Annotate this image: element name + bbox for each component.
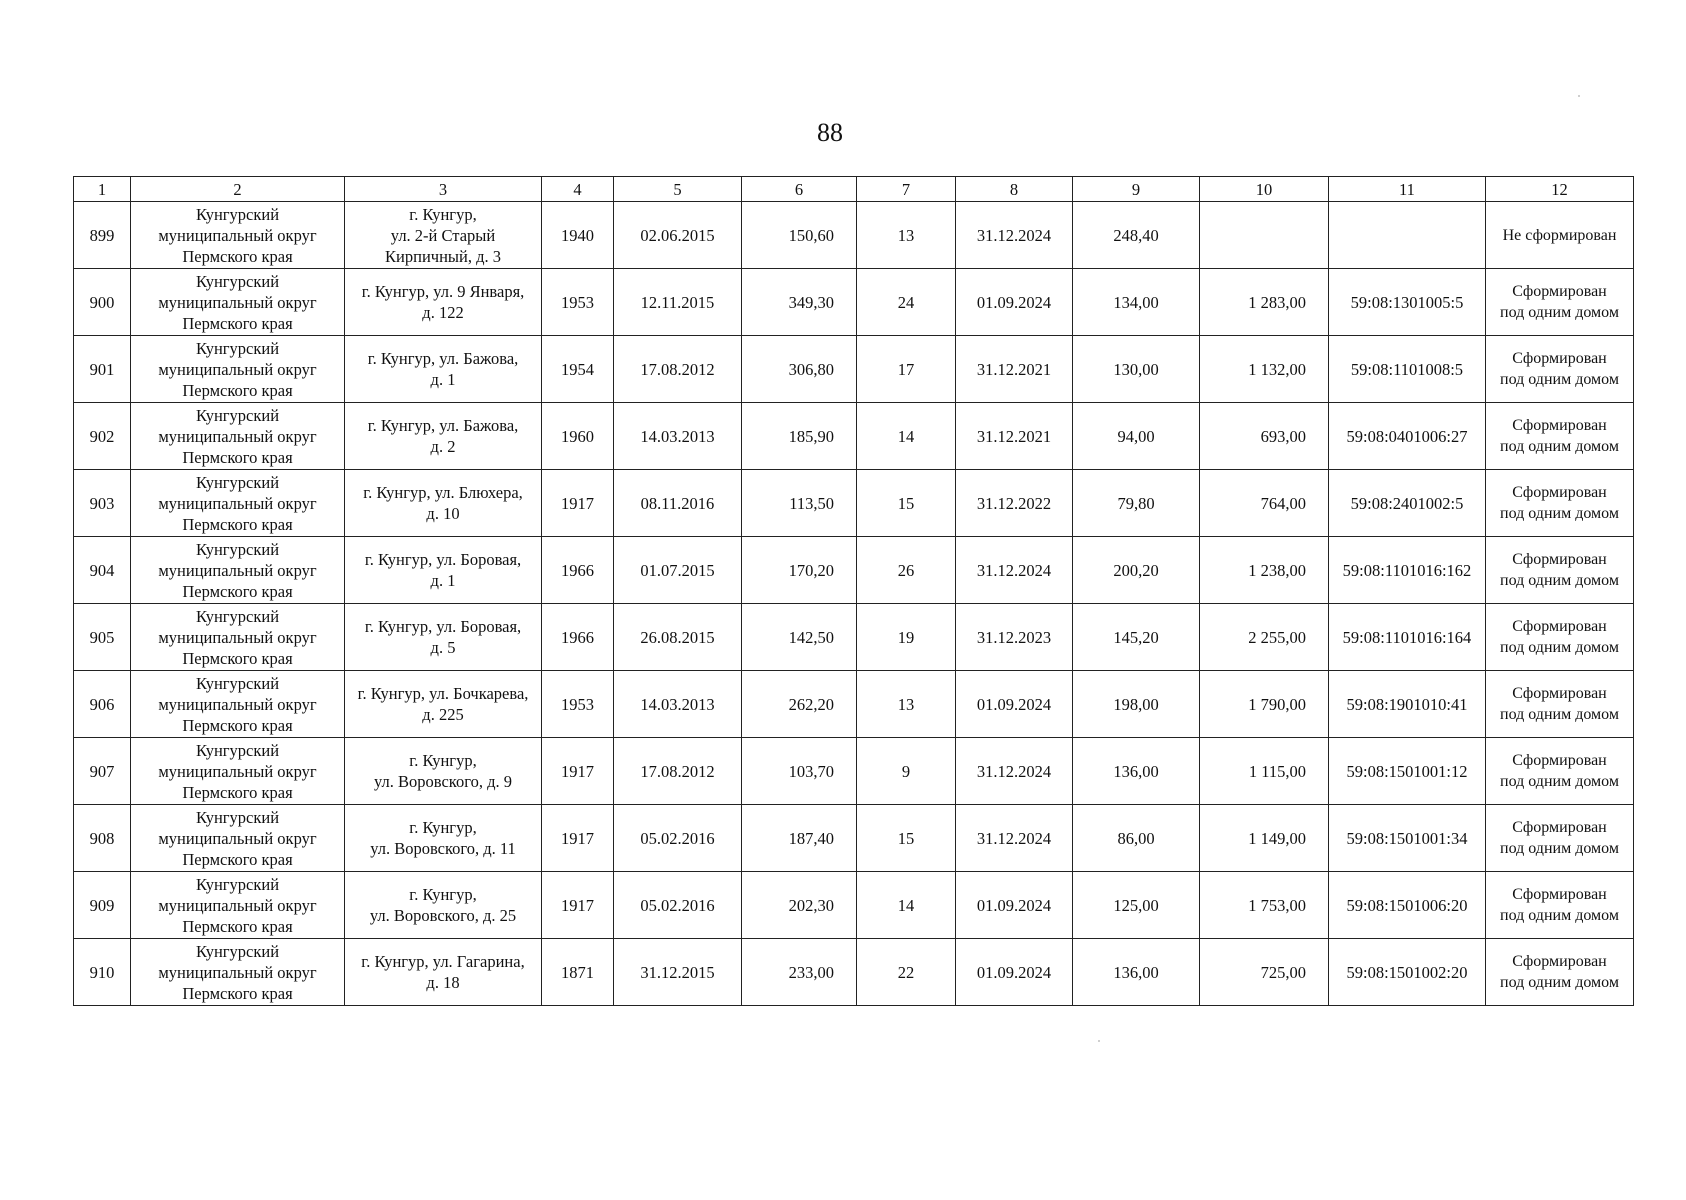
municipality-cell: Кунгурский муниципальный округ Пермского края (131, 738, 345, 805)
deadline-cell: 31.12.2023 (956, 604, 1073, 671)
construction-year-cell: 1917 (542, 805, 614, 872)
municipality-cell: Кунгурский муниципальный округ Пермского края (131, 269, 345, 336)
value9-cell: 136,00 (1073, 939, 1200, 1006)
area-cell: 262,20 (742, 671, 857, 738)
address-cell: г. Кунгур, ул. Бочкарева, д. 225 (345, 671, 542, 738)
status-cell: Сформирован под одним домом (1486, 671, 1634, 738)
municipality-cell: Кунгурский муниципальный округ Пермского края (131, 537, 345, 604)
column-header: 8 (956, 177, 1073, 202)
address-cell: г. Кунгур, ул. Боровая, д. 1 (345, 537, 542, 604)
status-cell: Сформирован под одним домом (1486, 604, 1634, 671)
scan-speck (1098, 1040, 1100, 1042)
value9-cell: 145,20 (1073, 604, 1200, 671)
count-cell: 15 (857, 805, 956, 872)
column-header: 10 (1200, 177, 1329, 202)
address-cell: г. Кунгур, ул. Бажова, д. 1 (345, 336, 542, 403)
row-number-cell: 905 (74, 604, 131, 671)
table-row (74, 269, 1634, 336)
area-cell: 202,30 (742, 872, 857, 939)
cadastral-number-cell: 59:08:1101008:5 (1329, 336, 1486, 403)
count-cell: 13 (857, 671, 956, 738)
status-cell: Сформирован под одним домом (1486, 269, 1634, 336)
area-cell: 103,70 (742, 738, 857, 805)
date-cell: 14.03.2013 (614, 671, 742, 738)
construction-year-cell: 1966 (542, 537, 614, 604)
count-cell: 19 (857, 604, 956, 671)
value10-cell (1200, 202, 1329, 269)
row-number-cell: 900 (74, 269, 131, 336)
construction-year-cell: 1940 (542, 202, 614, 269)
date-cell: 14.03.2013 (614, 403, 742, 470)
column-header: 12 (1486, 177, 1634, 202)
value10-cell: 1 132,00 (1200, 336, 1329, 403)
status-cell: Сформирован под одним домом (1486, 336, 1634, 403)
construction-year-cell: 1966 (542, 604, 614, 671)
value10-cell: 1 149,00 (1200, 805, 1329, 872)
cadastral-number-cell: 59:08:1501001:34 (1329, 805, 1486, 872)
municipality-cell: Кунгурский муниципальный округ Пермского края (131, 470, 345, 537)
construction-year-cell: 1917 (542, 470, 614, 537)
column-header: 5 (614, 177, 742, 202)
table-row (74, 872, 1634, 939)
area-cell: 170,20 (742, 537, 857, 604)
status-cell: Сформирован под одним домом (1486, 805, 1634, 872)
column-header: 1 (74, 177, 131, 202)
date-cell: 17.08.2012 (614, 336, 742, 403)
value9-cell: 125,00 (1073, 872, 1200, 939)
date-cell: 08.11.2016 (614, 470, 742, 537)
value10-cell: 764,00 (1200, 470, 1329, 537)
municipality-cell: Кунгурский муниципальный округ Пермского края (131, 403, 345, 470)
row-number-cell: 903 (74, 470, 131, 537)
value9-cell: 130,00 (1073, 336, 1200, 403)
construction-year-cell: 1953 (542, 671, 614, 738)
value10-cell: 1 283,00 (1200, 269, 1329, 336)
row-number-cell: 907 (74, 738, 131, 805)
area-cell: 306,80 (742, 336, 857, 403)
municipality-cell: Кунгурский муниципальный округ Пермского края (131, 202, 345, 269)
row-number-cell: 910 (74, 939, 131, 1006)
count-cell: 13 (857, 202, 956, 269)
construction-year-cell: 1960 (542, 403, 614, 470)
cadastral-number-cell: 59:08:1101016:162 (1329, 537, 1486, 604)
address-cell: г. Кунгур, ул. Блюхера, д. 10 (345, 470, 542, 537)
cadastral-number-cell: 59:08:1901010:41 (1329, 671, 1486, 738)
value9-cell: 136,00 (1073, 738, 1200, 805)
column-header: 7 (857, 177, 956, 202)
deadline-cell: 31.12.2024 (956, 805, 1073, 872)
status-cell: Сформирован под одним домом (1486, 872, 1634, 939)
status-cell: Сформирован под одним домом (1486, 470, 1634, 537)
status-cell: Не сформирован (1486, 202, 1634, 269)
status-cell: Сформирован под одним домом (1486, 939, 1634, 1006)
address-cell: г. Кунгур, ул. Бажова, д. 2 (345, 403, 542, 470)
deadline-cell: 31.12.2024 (956, 738, 1073, 805)
municipality-cell: Кунгурский муниципальный округ Пермского края (131, 872, 345, 939)
row-number-cell: 901 (74, 336, 131, 403)
table-row (74, 939, 1634, 1006)
area-cell: 349,30 (742, 269, 857, 336)
deadline-cell: 31.12.2022 (956, 470, 1073, 537)
deadline-cell: 31.12.2021 (956, 336, 1073, 403)
value9-cell: 94,00 (1073, 403, 1200, 470)
scan-speck (1578, 95, 1580, 97)
column-header: 6 (742, 177, 857, 202)
date-cell: 12.11.2015 (614, 269, 742, 336)
column-number-header-row (74, 177, 1634, 202)
area-cell: 113,50 (742, 470, 857, 537)
deadline-cell: 01.09.2024 (956, 939, 1073, 1006)
table-row (74, 537, 1634, 604)
cadastral-number-cell: 59:08:1301005:5 (1329, 269, 1486, 336)
column-header: 4 (542, 177, 614, 202)
date-cell: 01.07.2015 (614, 537, 742, 604)
deadline-cell: 01.09.2024 (956, 872, 1073, 939)
deadline-cell: 01.09.2024 (956, 671, 1073, 738)
construction-year-cell: 1917 (542, 872, 614, 939)
municipality-cell: Кунгурский муниципальный округ Пермского края (131, 671, 345, 738)
table-row (74, 671, 1634, 738)
cadastral-number-cell: 59:08:1101016:164 (1329, 604, 1486, 671)
column-header: 3 (345, 177, 542, 202)
cadastral-number-cell (1329, 202, 1486, 269)
value10-cell: 1 238,00 (1200, 537, 1329, 604)
table-row (74, 336, 1634, 403)
row-number-cell: 904 (74, 537, 131, 604)
area-cell: 185,90 (742, 403, 857, 470)
municipality-cell: Кунгурский муниципальный округ Пермского края (131, 805, 345, 872)
address-cell: г. Кунгур, ул. Воровского, д. 25 (345, 872, 542, 939)
date-cell: 26.08.2015 (614, 604, 742, 671)
table-row (74, 403, 1634, 470)
deadline-cell: 31.12.2024 (956, 202, 1073, 269)
address-cell: г. Кунгур, ул. 2-й Старый Кирпичный, д. 3 (345, 202, 542, 269)
count-cell: 24 (857, 269, 956, 336)
table-row (74, 604, 1634, 671)
registry-body (74, 202, 1634, 1006)
municipality-cell: Кунгурский муниципальный округ Пермского края (131, 939, 345, 1006)
construction-year-cell: 1917 (542, 738, 614, 805)
construction-year-cell: 1871 (542, 939, 614, 1006)
table-row (74, 738, 1634, 805)
value9-cell: 198,00 (1073, 671, 1200, 738)
row-number-cell: 906 (74, 671, 131, 738)
value10-cell: 1 753,00 (1200, 872, 1329, 939)
row-number-cell: 899 (74, 202, 131, 269)
cadastral-number-cell: 59:08:2401002:5 (1329, 470, 1486, 537)
table-row (74, 470, 1634, 537)
address-cell: г. Кунгур, ул. Гагарина, д. 18 (345, 939, 542, 1006)
date-cell: 31.12.2015 (614, 939, 742, 1006)
construction-year-cell: 1953 (542, 269, 614, 336)
municipality-cell: Кунгурский муниципальный округ Пермского края (131, 604, 345, 671)
deadline-cell: 01.09.2024 (956, 269, 1073, 336)
construction-year-cell: 1954 (542, 336, 614, 403)
count-cell: 22 (857, 939, 956, 1006)
date-cell: 05.02.2016 (614, 805, 742, 872)
area-cell: 233,00 (742, 939, 857, 1006)
value10-cell: 2 255,00 (1200, 604, 1329, 671)
value10-cell: 1 115,00 (1200, 738, 1329, 805)
value10-cell: 725,00 (1200, 939, 1329, 1006)
value10-cell: 693,00 (1200, 403, 1329, 470)
cadastral-number-cell: 59:08:1501001:12 (1329, 738, 1486, 805)
count-cell: 17 (857, 336, 956, 403)
housing-registry-table (73, 176, 1634, 1006)
value10-cell: 1 790,00 (1200, 671, 1329, 738)
address-cell: г. Кунгур, ул. Боровая, д. 5 (345, 604, 542, 671)
row-number-cell: 909 (74, 872, 131, 939)
value9-cell: 86,00 (1073, 805, 1200, 872)
table-row (74, 805, 1634, 872)
deadline-cell: 31.12.2021 (956, 403, 1073, 470)
date-cell: 02.06.2015 (614, 202, 742, 269)
column-header: 2 (131, 177, 345, 202)
municipality-cell: Кунгурский муниципальный округ Пермского края (131, 336, 345, 403)
value9-cell: 134,00 (1073, 269, 1200, 336)
cadastral-number-cell: 59:08:0401006:27 (1329, 403, 1486, 470)
count-cell: 15 (857, 470, 956, 537)
count-cell: 9 (857, 738, 956, 805)
value9-cell: 248,40 (1073, 202, 1200, 269)
count-cell: 14 (857, 872, 956, 939)
area-cell: 187,40 (742, 805, 857, 872)
value9-cell: 200,20 (1073, 537, 1200, 604)
row-number-cell: 908 (74, 805, 131, 872)
value9-cell: 79,80 (1073, 470, 1200, 537)
page-number: 88 (817, 118, 843, 147)
date-cell: 17.08.2012 (614, 738, 742, 805)
table-row (74, 202, 1634, 269)
address-cell: г. Кунгур, ул. Воровского, д. 11 (345, 805, 542, 872)
status-cell: Сформирован под одним домом (1486, 403, 1634, 470)
status-cell: Сформирован под одним домом (1486, 738, 1634, 805)
cadastral-number-cell: 59:08:1501006:20 (1329, 872, 1486, 939)
column-header: 9 (1073, 177, 1200, 202)
address-cell: г. Кунгур, ул. 9 Января, д. 122 (345, 269, 542, 336)
status-cell: Сформирован под одним домом (1486, 537, 1634, 604)
address-cell: г. Кунгур, ул. Воровского, д. 9 (345, 738, 542, 805)
area-cell: 142,50 (742, 604, 857, 671)
count-cell: 14 (857, 403, 956, 470)
row-number-cell: 902 (74, 403, 131, 470)
column-header: 11 (1329, 177, 1486, 202)
area-cell: 150,60 (742, 202, 857, 269)
count-cell: 26 (857, 537, 956, 604)
deadline-cell: 31.12.2024 (956, 537, 1073, 604)
cadastral-number-cell: 59:08:1501002:20 (1329, 939, 1486, 1006)
date-cell: 05.02.2016 (614, 872, 742, 939)
